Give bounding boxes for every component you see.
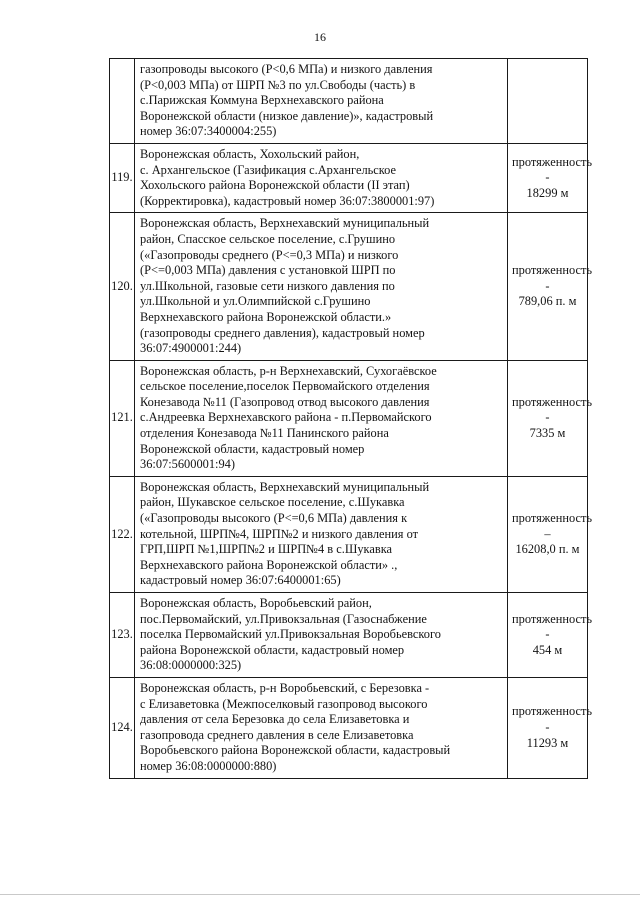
description-line: Воронежской области, кадастровый номер (140, 441, 365, 456)
description-line: с.Парижская Коммуна Верхнехавского района (140, 93, 384, 108)
length-value: 16208,0 п. м (515, 542, 580, 557)
description-line: поселка Первомайский ул.Привокзальная Воробьевского (140, 627, 441, 642)
description-line: газопровода среднего давления в селе Елизаветовка (140, 727, 414, 742)
description-line: с. Архангельское (Газификация с.Архангельское (140, 162, 397, 177)
description-line: («Газопроводы среднего (Р<=0,3 МПа) и низкого (140, 247, 399, 262)
length-value: 7335 м (529, 426, 566, 441)
object-description-cell (135, 59, 508, 144)
table-row (110, 593, 588, 678)
table-row (110, 213, 588, 360)
description-line: Верхнехавского района Воронежской области» ., (140, 557, 398, 572)
description-line: Воронежской области (низкое давление)», кадастровый (140, 108, 434, 123)
description-line: Хохольского района Воронежской области (II этап) (140, 178, 410, 193)
description-line: с.Андреевка Верхнехавского района - п.Первомайского (140, 410, 432, 425)
length-label: протяженность - (512, 263, 593, 293)
row-number-cell: 124. (110, 677, 135, 778)
row-number-cell: 122. (110, 476, 135, 592)
description-line: Воронежская область, р-н Верхнехавский, Сухогаёвское (140, 363, 437, 378)
object-description-cell (135, 593, 508, 678)
length-cell (508, 213, 593, 360)
description-line: 36:08:0000000:325) (140, 658, 242, 673)
description-line: газопроводы высокого (Р<0,6 МПа) и низкого давления (140, 62, 433, 76)
description-line: котельной, ШРП№4, ШРП№2 и низкого давления от (140, 526, 419, 541)
description-line: район, Шукавское сельское поселение, с.Шукавка (140, 495, 405, 510)
description-line: 36:07:4900001:244) (140, 341, 242, 356)
object-description-cell (135, 143, 508, 212)
object-description-cell (135, 476, 508, 592)
description-line: с Елизаветовка (Межпоселковый газопровод высокого (140, 696, 428, 711)
description-line: ул.Школьной и ул.Олимпийской с.Грушино (140, 294, 371, 309)
registry-table-body (110, 59, 593, 779)
description-line: Воронежская область, Воробьевский район, (140, 596, 372, 610)
description-line: ГРП,ШРП №1,ШРП№2 и ШРП№4 в с.Шукавка (140, 542, 393, 557)
row-number-cell: 121. (110, 360, 135, 476)
table-row (110, 143, 588, 212)
description-line: сельское поселение,поселок Первомайского отделения (140, 379, 430, 394)
description-line: давления от села Березовка до села Елизаветовка и (140, 712, 410, 727)
description-line: («Газопроводы высокого (Р<=0,6 МПа) давления к (140, 511, 408, 526)
description-line: Конезавода №11 (Газопровод отвод высокого давления (140, 394, 430, 409)
object-description-cell (135, 360, 508, 476)
length-cell (508, 593, 593, 678)
row-number-cell: 119. (110, 143, 135, 212)
table-row (110, 677, 588, 778)
description-line: пос.Первомайский, ул.Привокзальная (Газоснабжение (140, 611, 427, 626)
description-line: Верхнехавского района Воронежской области.» (140, 309, 392, 324)
description-line: район, Спасское сельское поселение, с.Грушино (140, 231, 396, 246)
page-number: 16 (314, 30, 326, 44)
length-label: протяженность – (512, 511, 593, 541)
description-line: кадастровый номер 36:07:6400001:65) (140, 573, 341, 588)
row-number-cell: 120. (110, 213, 135, 360)
length-cell (508, 143, 593, 212)
length-label: протяженность - (512, 154, 593, 185)
length-cell (508, 677, 593, 778)
table-row (110, 476, 588, 592)
gas-pipeline-registry-table (109, 58, 593, 779)
page-bottom-edge (0, 894, 640, 895)
description-line: номер 36:07:3400004:255) (140, 124, 277, 139)
description-line: Воронежская область, Верхнехавский муниципальный (140, 479, 430, 494)
length-value: 11293 м (526, 735, 569, 750)
length-value: 789,06 п. м (518, 294, 577, 309)
object-description-cell (135, 213, 508, 360)
length-value: 454 м (532, 642, 563, 657)
description-line: Воронежская область, Верхнехавский муниципальный (140, 216, 430, 231)
description-line: (Корректировка), кадастровый номер 36:07:3800001:97) (140, 193, 435, 208)
description-line: (газопроводы среднего давления), кадастровый номер (140, 325, 425, 340)
length-value: 18299 м (526, 185, 569, 200)
length-cell (508, 360, 593, 476)
description-line: (Р<0,003 МПа) от ШРП №3 по ул.Свободы (часть) в (140, 77, 416, 92)
length-cell (508, 476, 593, 592)
description-line: номер 36:08:0000000:880) (140, 758, 277, 773)
table-row (110, 59, 588, 144)
row-number-cell: 123. (110, 593, 135, 678)
object-description-cell (135, 677, 508, 778)
description-line: (Р<=0,003 МПа) давления с установкой ШРП по (140, 263, 396, 278)
description-line: Воронежская область, Хохольский район, (140, 146, 360, 161)
description-line: района Воронежской области, кадастровый номер (140, 642, 405, 657)
description-line: Воронежская область, р-н Воробьевский, с Березовка - (140, 680, 430, 695)
table-row (110, 360, 588, 476)
description-line: отделения Конезавода №11 Панинского района (140, 426, 389, 441)
length-cell (508, 59, 588, 144)
length-label: протяженность - (512, 704, 593, 734)
length-label: протяженность - (512, 394, 593, 425)
row-number-cell (110, 59, 135, 144)
description-line: ул.Школьной, газовые сети низкого давления по (140, 278, 395, 293)
description-line: 36:07:5600001:94) (140, 457, 235, 472)
length-label: протяженность - (512, 611, 593, 642)
description-line: Воробьевского района Воронежской области, кадастровый (140, 743, 451, 758)
